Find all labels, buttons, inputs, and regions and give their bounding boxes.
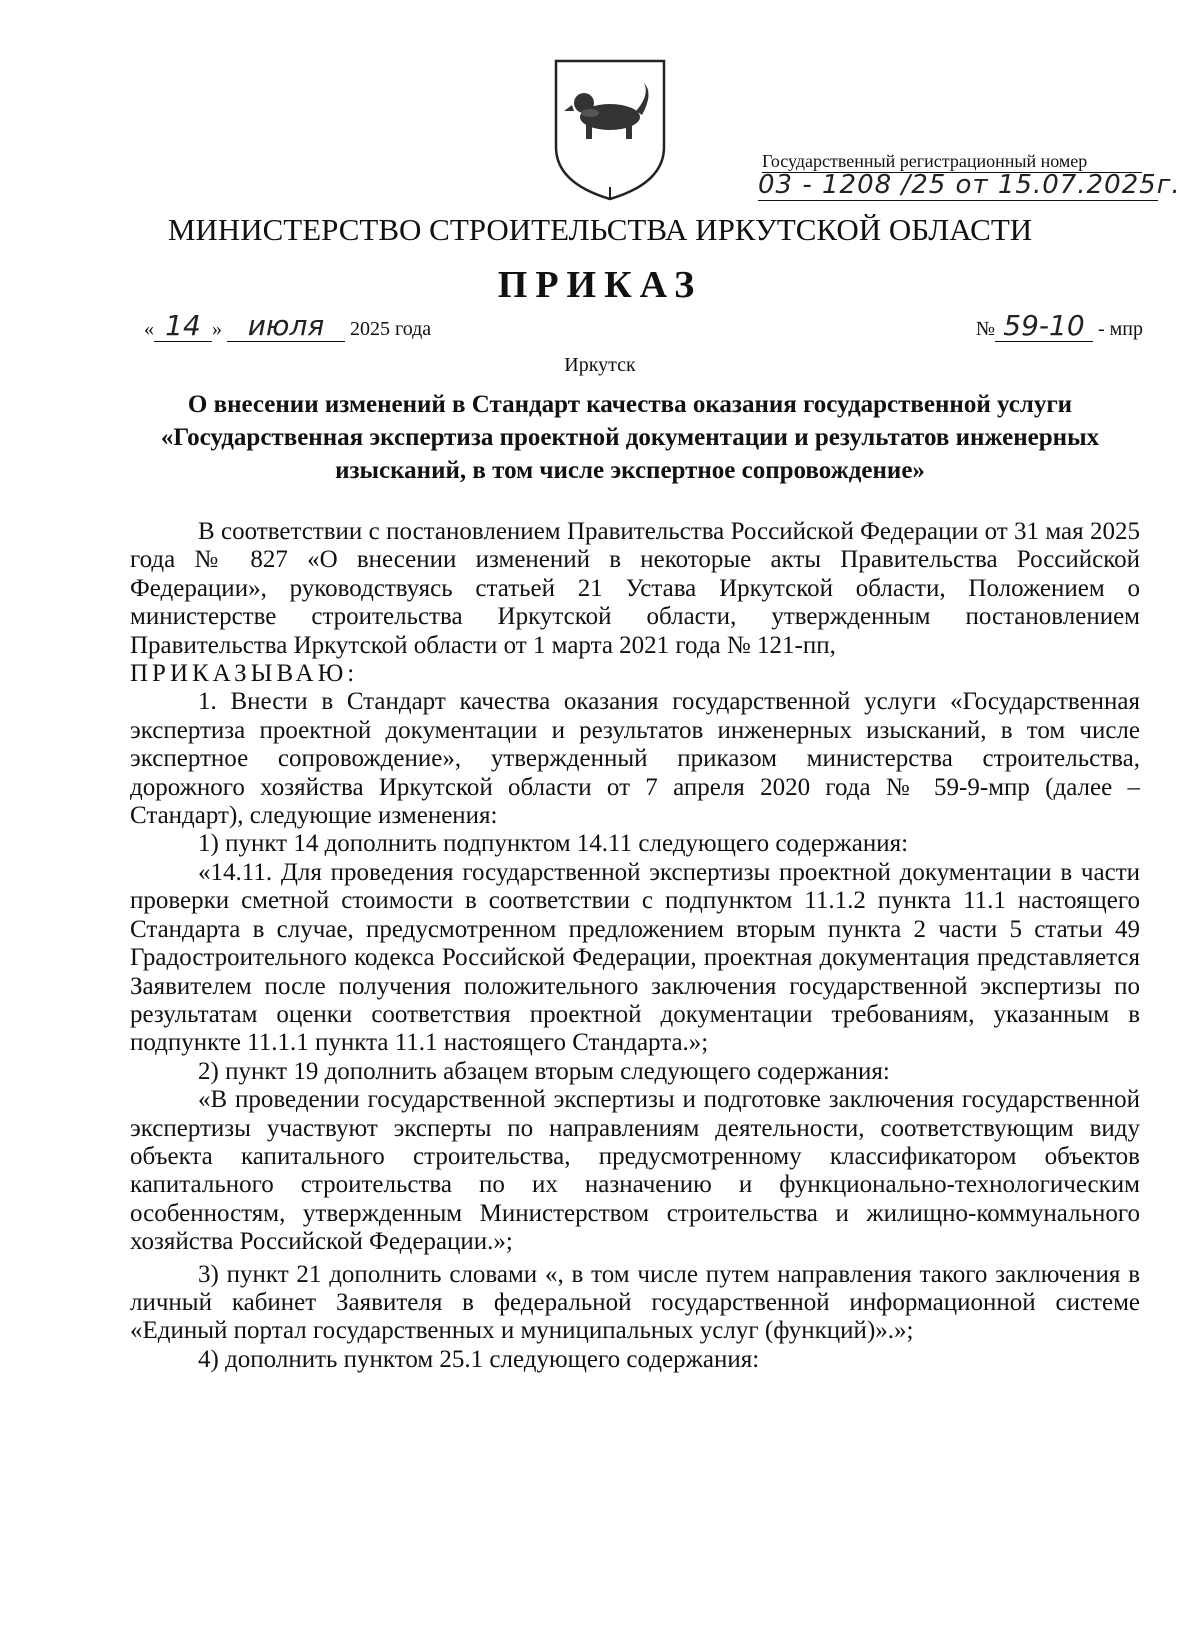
quoted-14-11-paragraph: «14.11. Для проведения государственной экспертизы проектной документации в части проверки сметной стоимости в соответствии с подпунктом 11.1.2 пункта 11.1 настоящего Стандарта в случае, предусмотренном предложением вторым пункта 2 части 5 статьи 49 Градостроительного кодекса Российской Федерации, проектная документация представляется Заявителем после получения положительного заключения государственной экспертизы по результатам оценки соответствия проектной документации требованиям, указанным в подпункте 11.1.1 пункта 11.1 настоящего Стандарта.»; [130,858,1140,1057]
quoted-19-paragraph: «В проведении государственной экспертизы и подготовке заключения государственной экспертизы участвуют эксперты по направлениям деятельности, соответствующим виду объекта капитального строительства, предусмотренному классификатором объектов капитального строительства по их назначению и функционально-технологическим особенностям, утвержденным Министерством строительства и жилищно-коммунального хозяйства Российской Федерации.»; [130,1086,1140,1256]
sable-prey-icon [581,109,599,117]
registration-label: Государственный регистрационный номер [762,150,1142,173]
subitem-3-paragraph: 3) пункт 21 дополнить словами «, в том числе путем направления такого заключения в личный кабинет Заявителя в федеральной государственной информационной системе «Единый портал государственных и муниципальных услуг (функций)».»; [130,1260,1140,1345]
number-suffix: - мпр [1097,318,1143,340]
date-day-handwritten: 14 [154,311,212,342]
item-1-paragraph: 1. Внести в Стандарт качества оказания государственной услуги «Государственная экспертиза проектной документации и результатов инженерных изысканий, в том числе экспертное сопровождение», утвержденный приказом министерства строительства, дорожного хозяйства Иркутской области от 7 апреля 2020 года № 59-9-мпр (далее – Стандарт), следующие изменения: [130,688,1140,830]
date-open-quote: « [144,318,154,340]
preamble-paragraph: В соответствии с постановлением Правительства Российской Федерации от 31 мая 2025 года № 827 «О внесении изменений в некоторые акты Правительства Российской Федерации», руководствуясь статьей 21 Устава Иркутской области, Положением о министерстве строительства Иркутской области, утвержденным постановлением Правительства Иркутской области от 1 марта 2021 года № 121-пп, [130,518,1140,659]
coat-of-arms-emblem [550,55,670,203]
babr-animal-icon [564,83,649,139]
order-number [976,309,1143,349]
number-prefix: № [975,318,995,340]
subitem-4-paragraph: 4) дополнить пунктом 25.1 следующего содержания: [198,1345,760,1373]
ministry-name: МИНИСТЕРСТВО СТРОИТЕЛЬСТВА ИРКУТСКОЙ ОБЛАСТИ [167,212,1033,247]
order-keyword: ПРИКАЗЫВАЮ: [130,660,359,688]
number-handwritten: 59-10 [995,311,1093,342]
date-month-handwritten: июля [227,311,345,342]
subitem-1-paragraph: 1) пункт 14 дополнить подпунктом 14.11 следующего содержания: [198,830,909,858]
date-close-quote: » [212,318,222,340]
city-name: Иркутск [564,354,636,376]
registration-number-handwritten: 03 - 1208 /25 от 15.07.2025г. [758,170,1181,200]
order-date [144,309,431,349]
document-type-heading: ПРИКАЗ [497,264,703,306]
date-year: 2025 года [350,318,432,340]
subitem-2-paragraph: 2) пункт 19 дополнить абзацем вторым следующего содержания: [198,1057,890,1085]
order-title: О внесении изменений в Стандарт качества оказания государственной услуги «Государственная экспертиза проектной документации и результатов инженерных изысканий, в том числе экспертное сопровождение» [160,391,1100,484]
order-body [130,518,1140,1374]
